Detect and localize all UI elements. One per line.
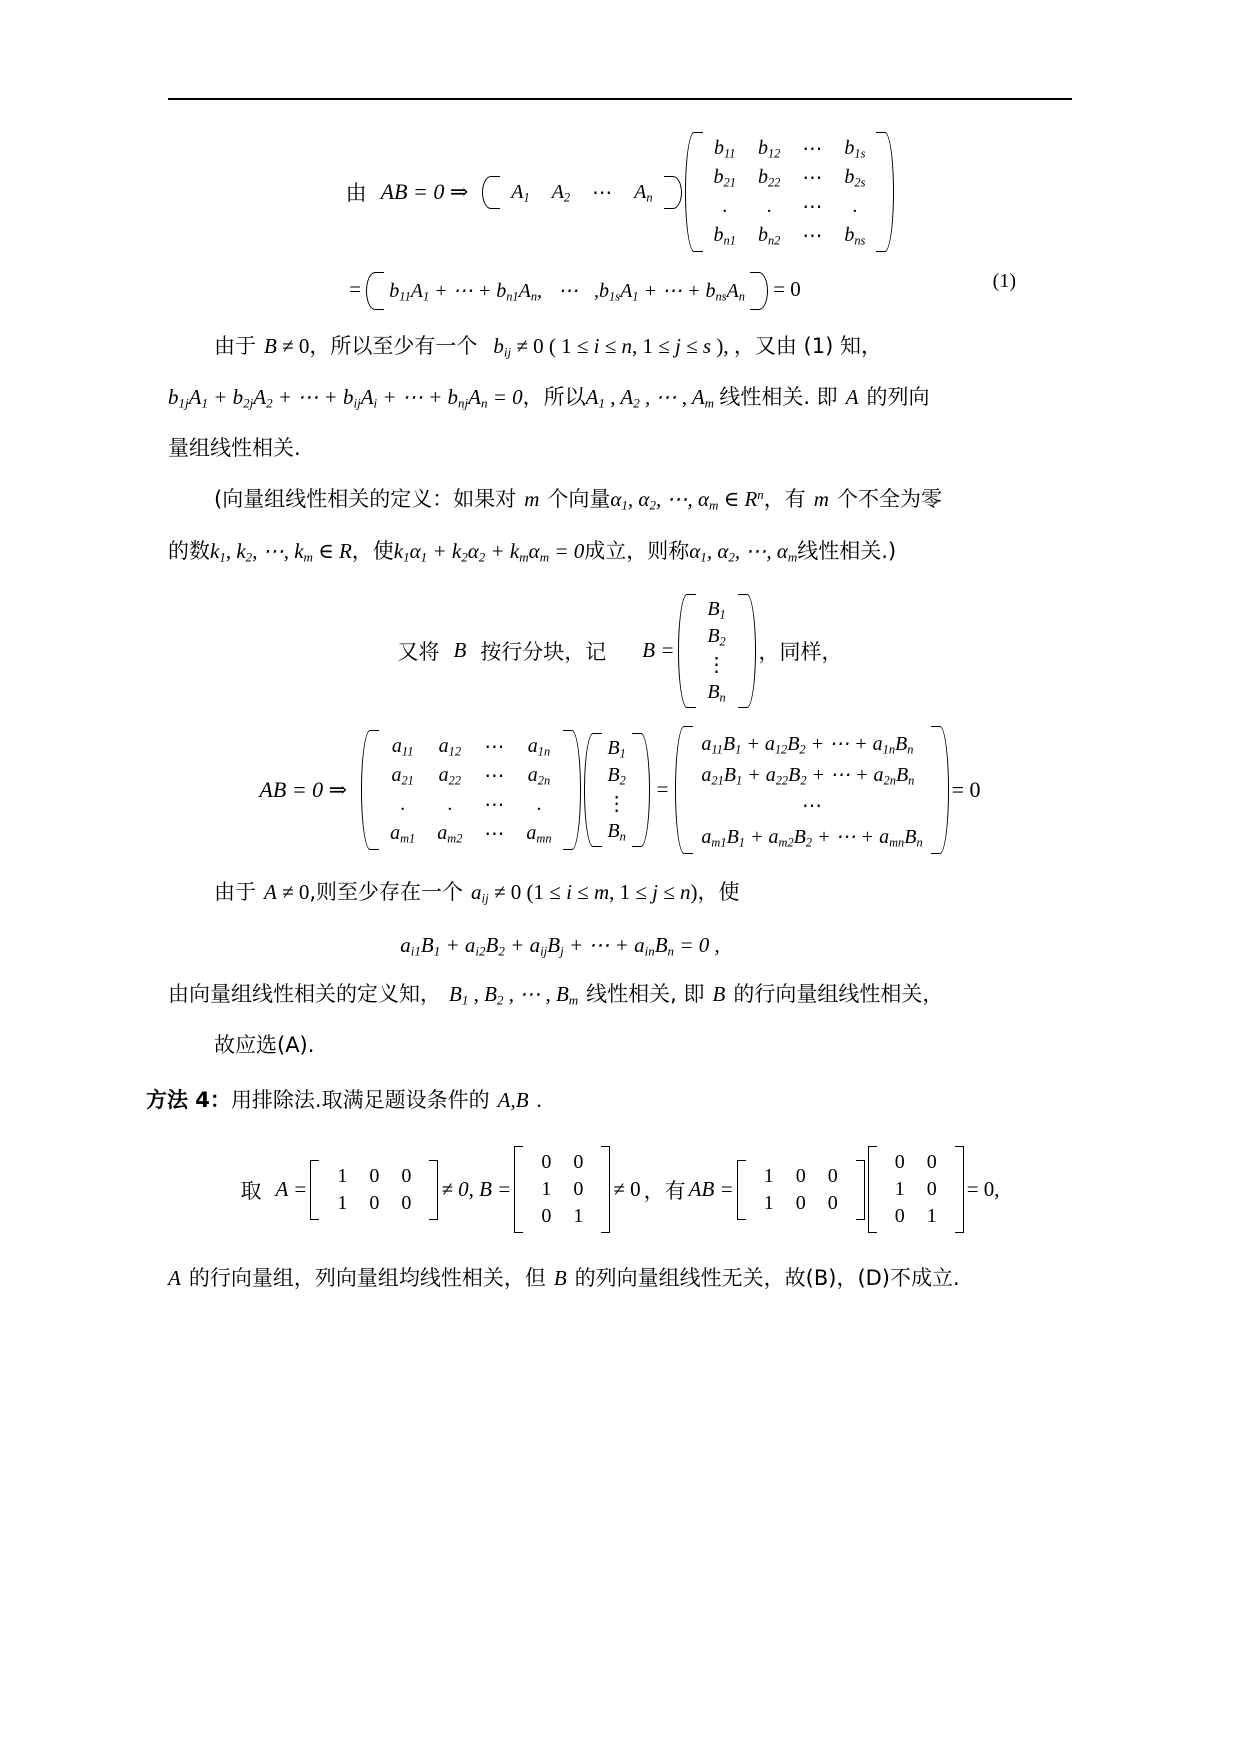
- equation-2: [168, 270, 1072, 312]
- cell-dots: ⋯: [802, 167, 823, 189]
- eq3-lhs: AB = 0 ⇒: [259, 776, 348, 802]
- eq1-prefix: 由: [345, 181, 367, 205]
- paren-right: [671, 174, 682, 211]
- cell-dot: .: [766, 195, 772, 217]
- method-4-heading: 方法 4：用排除法.取满足题设条件的 A,B .: [146, 1088, 542, 1113]
- equation-2-line: [168, 270, 1072, 312]
- cell-dot: .: [722, 195, 728, 217]
- cell-b11: $b_{11}$: [714, 137, 736, 161]
- header-rule: [168, 98, 1072, 100]
- matrix-B-example-2: 0 0 1 0 0 1: [868, 1145, 964, 1234]
- cell-b1s: $b_{1s}$: [844, 137, 866, 161]
- column-vector-B: $B_1$ $B_2$ ⋮ $B_n$: [678, 592, 756, 710]
- vector-B-blocks: $B_1$ $B_2$ ⋮ $B_n$: [584, 731, 650, 849]
- p2-seg3: 的列向: [866, 385, 930, 410]
- p5-seg2: ,则至少存在一个: [309, 879, 464, 904]
- p1-seg3: ，又由 (1) 知，: [733, 334, 882, 358]
- p6-seg1: 由向量组线性相关的定义知，: [168, 981, 441, 1006]
- page-content: [146, 98, 1072, 1307]
- eq5-rhs: = 0,: [966, 1177, 1000, 1202]
- cell-An: $A_n$: [634, 180, 653, 204]
- p1-seg2: ，所以至少有一个: [309, 334, 478, 358]
- cell-bns: $b_{ns}$: [844, 224, 866, 248]
- p3-seg4: 个不全为零: [836, 487, 942, 512]
- eq5-prefix: 取: [240, 1178, 262, 1203]
- equation-4: [168, 933, 1072, 958]
- p7-seg2: 的列向量组线性无关，故(B)，(D)不成立.: [574, 1266, 960, 1291]
- paragraph-2: $b_{1j}A_1 + b_{2j}A_2$ + ⋯ + $b_{ij}A_i$ + ⋯ + $b_{nj}A_n = 0$，所以$A_1$ , $A_2$ , ⋯ , $A_m$ 线性相关. 即 A 的列向: [168, 385, 930, 411]
- p3-line2-seg4: 线性相关.): [797, 538, 897, 563]
- matrix-product-result: $a_{11}B_1 + a_{12}B_2$ + ⋯ + $a_{1n}B_n$ $a_{21}B_1 + a_{22}B_2$ + ⋯ + $a_{2n}B_n$ ⋯ $a_{m1}B_1 + a_{m2}B_2$ + ⋯ + $a_{mn}B_n$: [675, 724, 948, 856]
- paragraph-6-line2: [168, 1023, 1072, 1068]
- paragraph-3: (向量组线性相关的定义：如果对 m 个向量$\alpha_1$, $\alpha_2$, ⋯, $\alpha_m$ ∈ $R^n$，有 m 个不全为零: [214, 487, 942, 514]
- p5-seg1: 由于: [214, 879, 256, 904]
- p3-seg1: (向量组线性相关的定义：如果对: [214, 487, 517, 512]
- cell-dots: ⋯: [802, 225, 823, 247]
- p4-seg3: ，同样，: [758, 639, 843, 664]
- p6-seg3: 的行向量组线性相关，: [733, 981, 944, 1006]
- p6-line2: 故应选(A).: [214, 1032, 315, 1057]
- matrix-A: $a_{11}$ $a_{12}$ ⋯ $a_{1n}$ $a_{21}$ $a_{22}$ ⋯ $a_{2n}$ . . ⋯ . $a_{m1}$ $a_{m2}$ ⋯ $a_{mn}$: [361, 728, 580, 852]
- cell-dot: .: [852, 195, 858, 217]
- cell-dots: ⋯: [802, 138, 823, 160]
- p2-seg1: ，所以: [522, 385, 586, 410]
- cell-A1: $A_1$: [511, 180, 530, 204]
- p3-line2-seg1: 的数: [168, 538, 210, 563]
- paragraph-2-line2: [168, 426, 1072, 471]
- p2-line2: 量组线性相关.: [168, 436, 301, 461]
- cell-b22: $b_{22}$: [757, 166, 781, 190]
- cell-b21: $b_{21}$: [713, 166, 736, 190]
- equation-5: 取 A = 1 0 0 1 0 0 ≠ 0, B = 0 0 1 0 0 1 ≠ 0 ，有 AB = 1 0 0 1 0 0 0 0 1 0 0 1 = 0,: [168, 1145, 1072, 1234]
- p2-seg2: 线性相关. 即: [719, 385, 838, 410]
- paragraph-7: A 的行向量组，列向量组均线性相关，但 B 的列向量组线性无关，故(B)，(D)不成立.: [168, 1266, 960, 1291]
- paren-left: [482, 174, 493, 211]
- matrix-B-example: 0 0 1 0 0 1: [514, 1145, 610, 1234]
- cell-dots: ⋯: [592, 181, 613, 204]
- equation-3: [168, 724, 1072, 856]
- row-vector-A: [482, 174, 681, 211]
- paragraph-3-line2: 的数$k_1$, $k_2$, ⋯, $k_m$ ∈ R，使$k_1\alpha_1 + k_2\alpha_2 + k_m\alpha_m = 0$成立，则称$\alpha_1$, $\alpha_2$, ⋯, $\alpha_m$线性相关.): [168, 538, 897, 565]
- method-4-period: .: [536, 1088, 542, 1113]
- p1-seg1: 由于: [214, 334, 256, 358]
- equation-number: (1): [992, 270, 1016, 292]
- cell-b2s: $b_{2s}$: [844, 166, 866, 190]
- p3-line2-seg3: 成立，则称: [584, 538, 690, 563]
- paren-right: [883, 130, 894, 254]
- p4-seg1: 又将: [397, 639, 440, 664]
- equation-1: [168, 130, 1072, 254]
- eq2-body: = $b_{11}A_1$ + ⋯ + $b_{n1}A_n$, ⋯ $,b_{1s}A_1$ + ⋯ + $b_{ns}A_n$ = 0: [349, 270, 801, 312]
- matrix-A-example-2: 1 0 0 1 0 0: [737, 1159, 865, 1221]
- p3-seg3: ，有: [763, 487, 806, 512]
- eq3-rhs: = 0: [951, 776, 981, 802]
- p3-seg2: 个向量: [547, 487, 611, 512]
- cell-A2: $A_2$: [551, 180, 571, 204]
- p6-seg2: 线性相关, 即: [586, 981, 705, 1006]
- paragraph-5: 由于 A ≠ 0,则至少存在一个 $a_{ij} \ne 0$ (1 ≤ i ≤ m, 1 ≤ j ≤ n)，使: [214, 879, 740, 906]
- matrix-A-example: 1 0 0 1 0 0: [310, 1159, 438, 1221]
- cell-bn1: $b_{n1}$: [713, 224, 736, 248]
- eq1-lhs: AB = 0 ⇒: [380, 179, 469, 204]
- cell-dots: ⋯: [802, 196, 823, 218]
- cell-b12: $b_{12}$: [757, 137, 781, 161]
- method-4-text: 用排除法.取满足题设条件的: [230, 1088, 490, 1113]
- p5-seg3: ，使: [697, 879, 740, 904]
- eq4-body: $a_{i1}B_1 + a_{i2}B_2 + a_{ij}B_j$ + ⋯ + $a_{in}B_n = 0$ ,: [400, 932, 720, 959]
- matrix-B: [685, 130, 895, 254]
- p3-line2-seg2: ，使: [351, 538, 394, 563]
- paragraph-1: 由于 B ≠ 0，所以至少有一个 $b_{ij} \ne 0$ ( 1 ≤ i ≤ n, 1 ≤ j ≤ s ), ，又由 (1) 知，: [214, 334, 882, 360]
- paragraph-6: 由向量组线性相关的定义知， $B_1$ , $B_2$ , ⋯ , $B_m$ 线性相关, 即 B 的行向量组线性相关，: [168, 981, 944, 1008]
- p4-seg2: 按行分块，记: [480, 639, 607, 664]
- paragraph-4: 又将 B 按行分块，记 B = $B_1$ $B_2$ ⋮ $B_n$ ，同样，: [168, 592, 1072, 710]
- eq3-equals: =: [656, 777, 669, 802]
- method-4-label: 方法 4：: [146, 1088, 231, 1113]
- paren-left: [685, 130, 696, 254]
- cell-bn2: $b_{n2}$: [757, 224, 781, 248]
- p7-seg1: 的行向量组，列向量组均线性相关，但: [188, 1266, 546, 1291]
